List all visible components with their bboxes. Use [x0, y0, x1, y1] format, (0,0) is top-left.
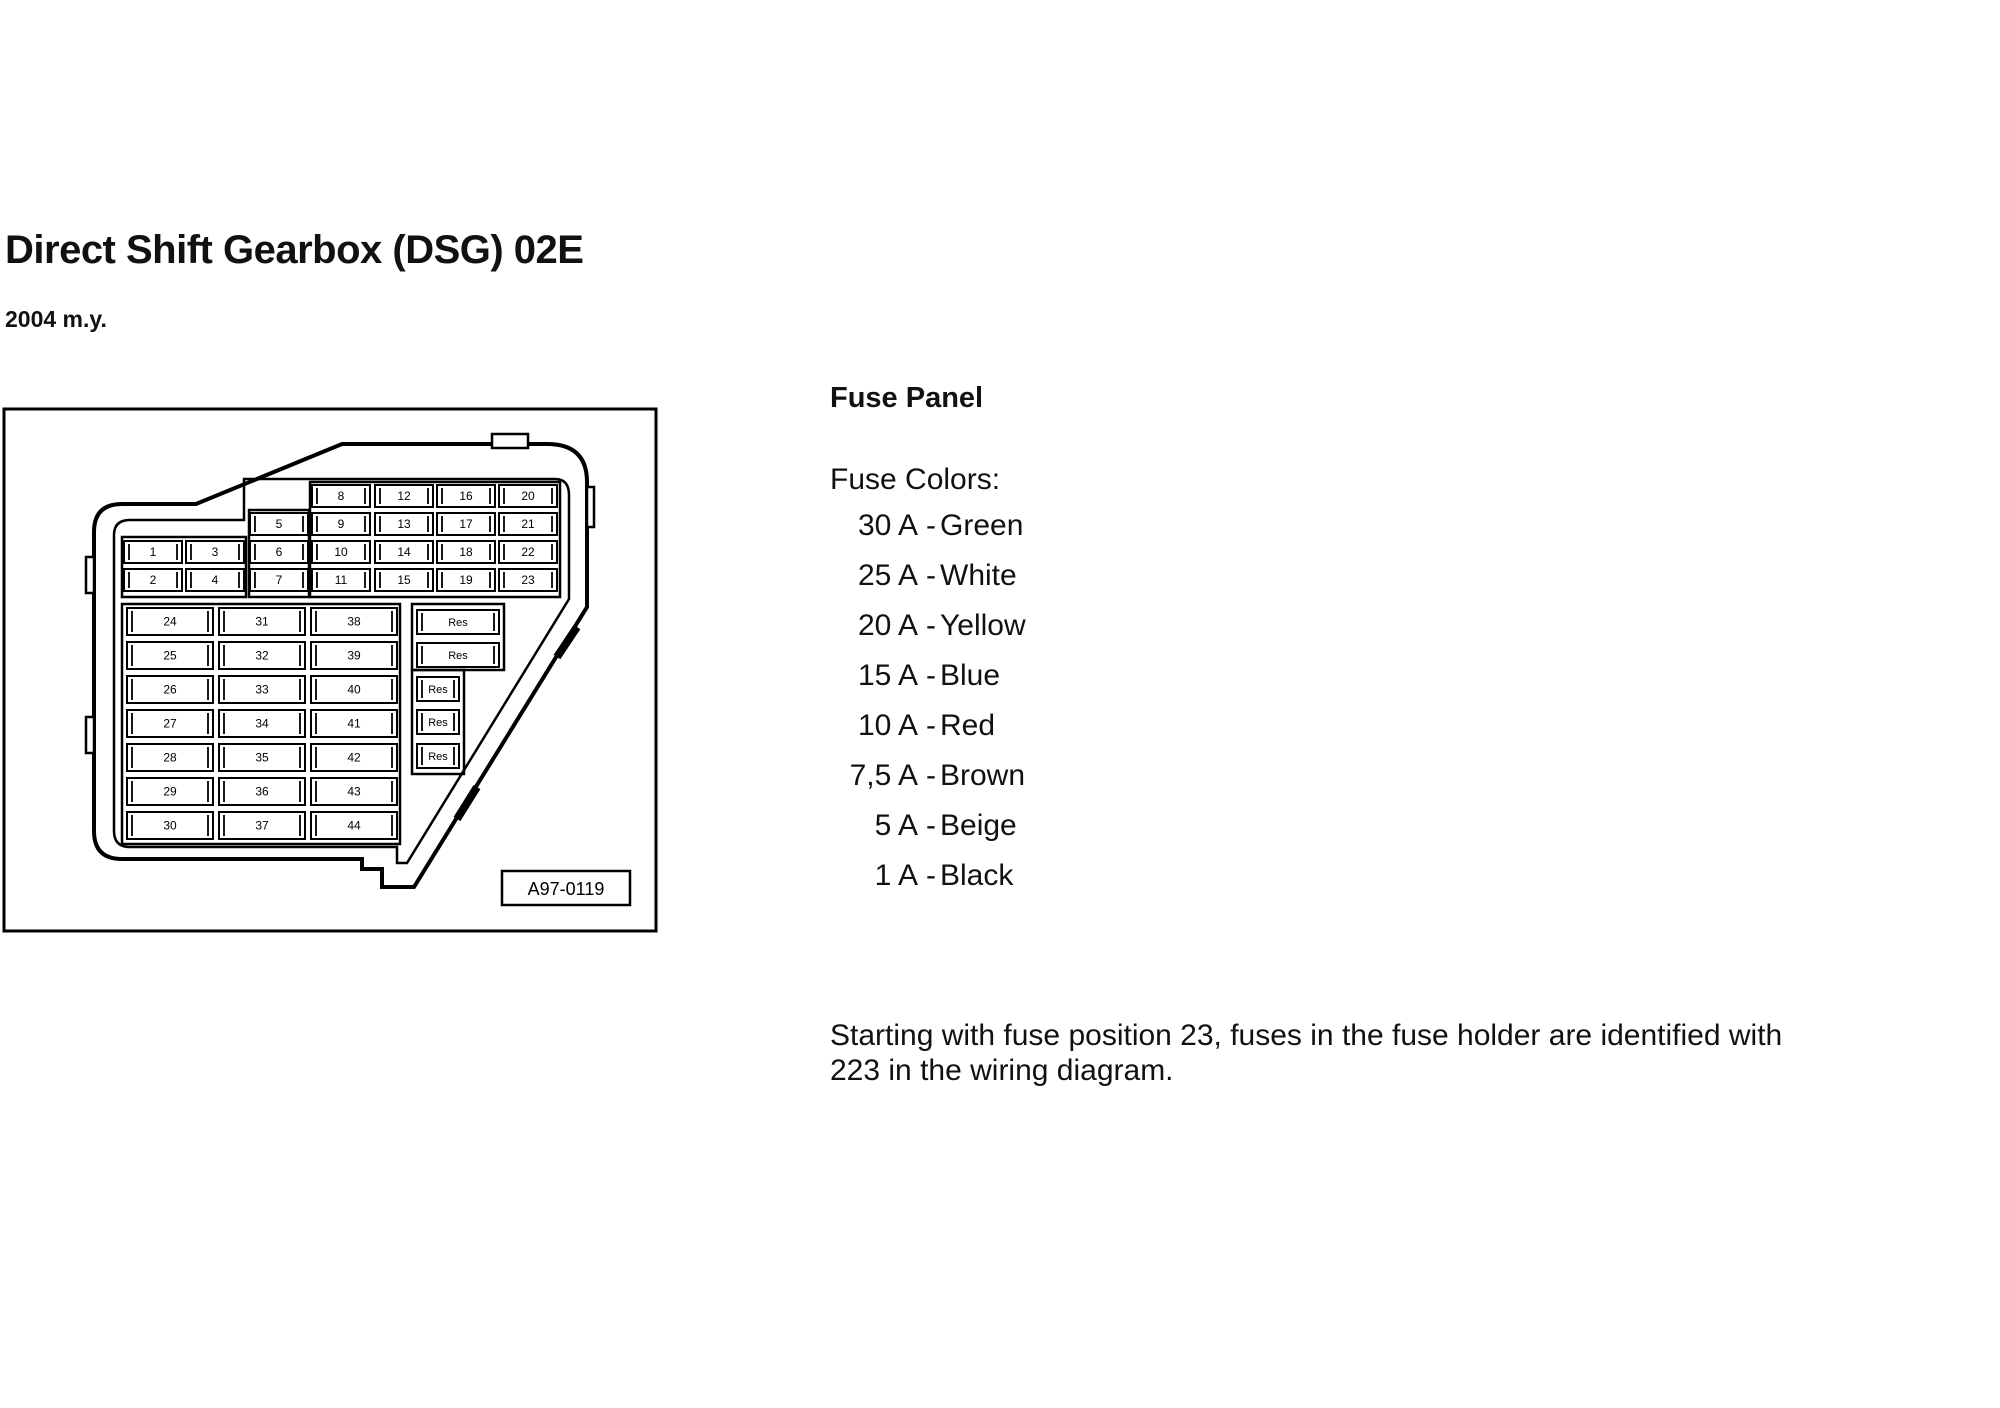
fuse-slot: [311, 676, 397, 703]
fuse-panel-info: [830, 382, 1026, 901]
fuse-number: 5: [275, 517, 283, 531]
fuse-number: 32: [255, 648, 269, 663]
fuse-color-name: White: [940, 559, 1017, 592]
fuse-number: Res: [428, 751, 448, 763]
fuse-number: 11: [334, 573, 348, 587]
fuse-color-name: Yellow: [940, 609, 1026, 642]
fuse-number: 41: [347, 716, 361, 731]
fuse-number: 36: [255, 784, 269, 799]
fuse-slot: [499, 485, 557, 507]
fuse-number: 38: [347, 614, 361, 629]
fuse-number: 44: [347, 818, 361, 833]
fuse-number: 2: [149, 573, 157, 587]
fuse-number: 3: [211, 545, 219, 559]
image-code: A97-0119: [527, 879, 605, 899]
fuse-slot: [417, 744, 459, 768]
fuse-slot: [311, 778, 397, 805]
separator: -: [926, 509, 936, 542]
fuse-number: 39: [347, 648, 361, 663]
fuse-slot: [417, 677, 459, 701]
fuse-slot: [312, 485, 370, 507]
fuse-slot: [250, 513, 308, 535]
fuse-color-row: [830, 551, 1026, 601]
fuse-number: 35: [255, 750, 269, 765]
fuse-number: 26: [163, 682, 177, 697]
fuse-slot: [219, 710, 305, 737]
fuse-number: 4: [211, 573, 219, 587]
fuse-number: 43: [347, 784, 361, 799]
fuse-slot: [312, 541, 370, 563]
housing-left-clip: [86, 717, 94, 753]
fuse-slot: [375, 569, 433, 591]
fuse-number: 14: [397, 545, 411, 559]
fuse-number: 29: [163, 784, 177, 799]
fuse-slot: [311, 608, 397, 635]
fuse-slot: [417, 710, 459, 734]
separator: -: [926, 559, 936, 592]
fuse-slot: [311, 642, 397, 669]
fuse-amperage: 5 A: [874, 809, 918, 842]
page-title: Direct Shift Gearbox (DSG) 02E: [5, 228, 584, 272]
fuse-slot: [127, 642, 213, 669]
fuse-color-row: [830, 801, 1026, 851]
fuse-number: 6: [275, 545, 283, 559]
fuse-number: 37: [255, 818, 269, 833]
separator: -: [926, 859, 936, 892]
fuse-slot: [250, 541, 308, 563]
fuse-number: 10: [334, 545, 348, 559]
fuse-color-row: [830, 501, 1026, 551]
wiring-note: Starting with fuse position 23, fuses in the fuse holder are identified with 223 in the wiring diagram.: [830, 1019, 1783, 1087]
fuse-colors-label: Fuse Colors:: [830, 463, 1001, 496]
housing-right-clip: [587, 487, 594, 527]
fuse-slot: [375, 485, 433, 507]
fuse-slot: [127, 778, 213, 805]
fuse-panel-diagram: [2, 407, 658, 935]
fuse-number: Res: [428, 717, 448, 729]
fuse-color-name: Beige: [940, 809, 1017, 842]
fuse-number: 16: [459, 489, 473, 503]
fuse-number: 9: [337, 517, 345, 531]
fuse-slot: [219, 676, 305, 703]
fuse-number: 31: [255, 614, 269, 629]
fuse-number: Res: [448, 617, 468, 629]
fuse-number: 19: [459, 573, 473, 587]
fuse-color-name: Black: [940, 859, 1014, 892]
fuse-amperage: 30 A: [857, 509, 918, 542]
fuse-color-row: [830, 701, 1026, 751]
fuse-number: 25: [163, 648, 177, 663]
fuse-number: 17: [459, 517, 473, 531]
fuse-slot: [375, 541, 433, 563]
fuse-slot: [437, 485, 495, 507]
fuse-number: Res: [448, 650, 468, 662]
fuse-color-list: [830, 501, 1026, 901]
fuse-slot: [127, 812, 213, 839]
fuse-color-name: Red: [940, 709, 996, 742]
fuse-slot: [127, 608, 213, 635]
separator: -: [926, 609, 936, 642]
fuse-slot: [124, 569, 182, 591]
fuse-number: 8: [337, 489, 345, 503]
fuse-slot: [312, 513, 370, 535]
fuse-number: 40: [347, 682, 361, 697]
fuse-slot: [127, 744, 213, 771]
separator: -: [926, 709, 936, 742]
fuse-slot: [250, 569, 308, 591]
housing-top-tab: [492, 434, 528, 448]
fuse-slot: [219, 642, 305, 669]
fuse-slot: [417, 643, 499, 667]
fuse-amperage: 1 A: [874, 859, 918, 892]
housing-left-clip: [86, 557, 94, 593]
fuse-color-row: [830, 651, 1026, 701]
fuse-number: 7: [275, 573, 283, 587]
fuse-slot: [311, 744, 397, 771]
fuse-amperage: 20 A: [857, 609, 918, 642]
fuse-color-name: Brown: [940, 759, 1026, 792]
fuse-amperage: 7,5 A: [849, 759, 918, 792]
fuse-number: 28: [163, 750, 177, 765]
fuse-number: 33: [255, 682, 269, 697]
fuse-color-row: [830, 601, 1026, 651]
fuse-number: 15: [397, 573, 411, 587]
fuse-color-name: Green: [940, 509, 1024, 542]
fuse-slot: [437, 569, 495, 591]
fuse-number: 42: [347, 750, 361, 765]
fuse-number: 22: [521, 545, 535, 559]
fuse-number: 21: [521, 517, 535, 531]
fuse-slot: [127, 676, 213, 703]
fuse-number: 20: [521, 489, 535, 503]
fuse-slot: [437, 513, 495, 535]
fuse-slot: [186, 541, 244, 563]
fuse-number: 1: [149, 545, 157, 559]
fuse-slot: [219, 608, 305, 635]
fuse-color-name: Blue: [940, 659, 1001, 692]
fuse-amperage: 25 A: [857, 559, 918, 592]
fuse-panel-heading: Fuse Panel: [830, 382, 984, 414]
fuse-slot: [124, 541, 182, 563]
fuse-number: Res: [428, 684, 448, 696]
fuse-number: 13: [397, 517, 411, 531]
fuse-number: 24: [163, 614, 177, 629]
fuse-number: 12: [397, 489, 411, 503]
separator: -: [926, 759, 936, 792]
fuse-amperage: 15 A: [857, 659, 918, 692]
model-year: 2004 m.y.: [5, 306, 107, 332]
fuse-amperage: 10 A: [857, 709, 918, 742]
fuse-color-row: [830, 751, 1026, 801]
fuse-slot: [219, 812, 305, 839]
fuse-number: 27: [163, 716, 177, 731]
fuse-slot: [375, 513, 433, 535]
fuse-slot: [311, 710, 397, 737]
fuse-slot: [417, 610, 499, 634]
fuse-slot: [219, 778, 305, 805]
fuse-slot: [499, 541, 557, 563]
fuse-slot: [127, 710, 213, 737]
fuse-number: 23: [521, 573, 535, 587]
fuse-number: 18: [459, 545, 473, 559]
fuse-color-row: [830, 851, 1026, 901]
fuse-slot: [312, 569, 370, 591]
fuse-number: 30: [163, 818, 177, 833]
separator: -: [926, 809, 936, 842]
fuse-slot: [499, 513, 557, 535]
fuse-slot: [311, 812, 397, 839]
fuse-slot: [186, 569, 244, 591]
separator: -: [926, 659, 936, 692]
fuse-slot: [219, 744, 305, 771]
fuse-number: 34: [255, 716, 269, 731]
fuse-slot: [437, 541, 495, 563]
fuse-slot: [499, 569, 557, 591]
